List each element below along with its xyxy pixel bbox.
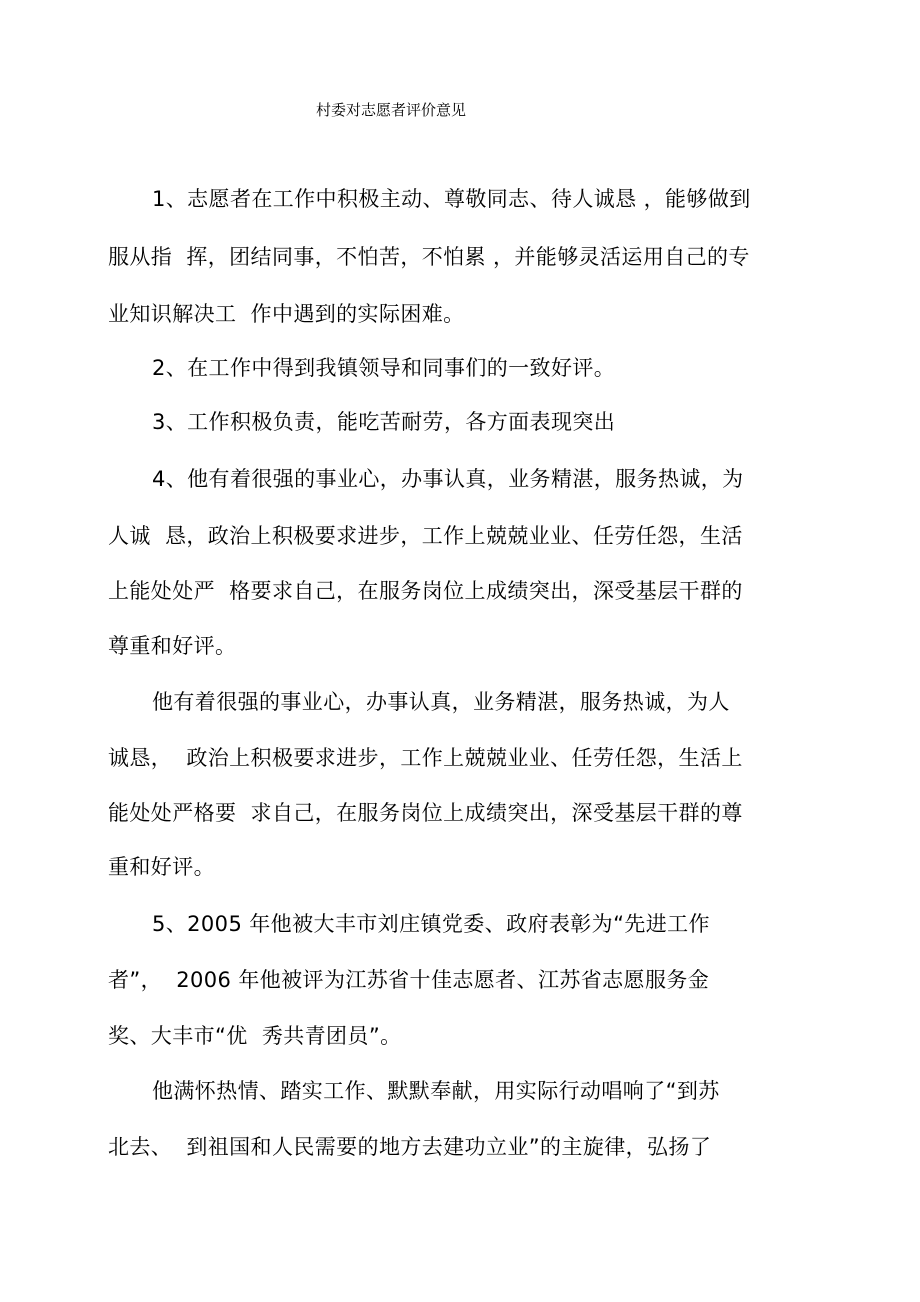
text-line: 他满怀热情、踏实工作、默默奉献，用实际行动唱响了“到苏 bbox=[152, 1079, 720, 1103]
document-title: 村委对志愿者评价意见 bbox=[316, 101, 467, 119]
text-line: 上能处处严 格要求自己，在服务岗位上成绩突出，深受基层干群的 bbox=[108, 579, 743, 603]
text-line: 4、他有着很强的事业心，办事认真，业务精湛，服务热诚，为 bbox=[152, 467, 744, 491]
text-line: 者”， 2006 年他被评为江苏省十佳志愿者、江苏省志愿服务金 bbox=[108, 968, 710, 992]
text-line: 3、工作积极负责，能吃苦耐劳，各方面表现突出 bbox=[152, 410, 616, 434]
text-line: 1、志愿者在工作中积极主动、尊敬同志、待人诚恳 ，能够做到 bbox=[152, 187, 751, 211]
text-line: 服从指 挥，团结同事，不怕苦，不怕累 ，并能够灵活运用自己的专 bbox=[108, 245, 750, 269]
text-line: 人诚 恳，政治上积极要求进步，工作上兢兢业业、任劳任怨，生活 bbox=[108, 524, 743, 548]
text-line: 诚恳， 政治上积极要求进步，工作上兢兢业业、任劳任怨，生活上 bbox=[108, 746, 743, 770]
text-line: 业知识解决工 作中遇到的实际困难。 bbox=[108, 302, 465, 326]
text-line: 能处处严格要 求自己，在服务岗位上成绩突出，深受基层干群的尊 bbox=[108, 801, 743, 825]
text-line: 5、2005 年他被大丰市刘庄镇党委、政府表彰为“先进工作 bbox=[152, 912, 710, 936]
text-line: 2、在工作中得到我镇领导和同事们的一致好评。 bbox=[152, 356, 616, 380]
text-line: 重和好评。 bbox=[108, 855, 215, 879]
text-line: 他有着很强的事业心，办事认真，业务精湛，服务热诚，为人 bbox=[152, 690, 730, 714]
text-line: 尊重和好评。 bbox=[108, 634, 237, 658]
text-line: 奖、大丰市“优 秀共青团员”。 bbox=[108, 1024, 402, 1048]
text-line: 北去、 到祖国和人民需要的地方去建功立业”的主旋律，弘扬了 bbox=[108, 1135, 712, 1159]
